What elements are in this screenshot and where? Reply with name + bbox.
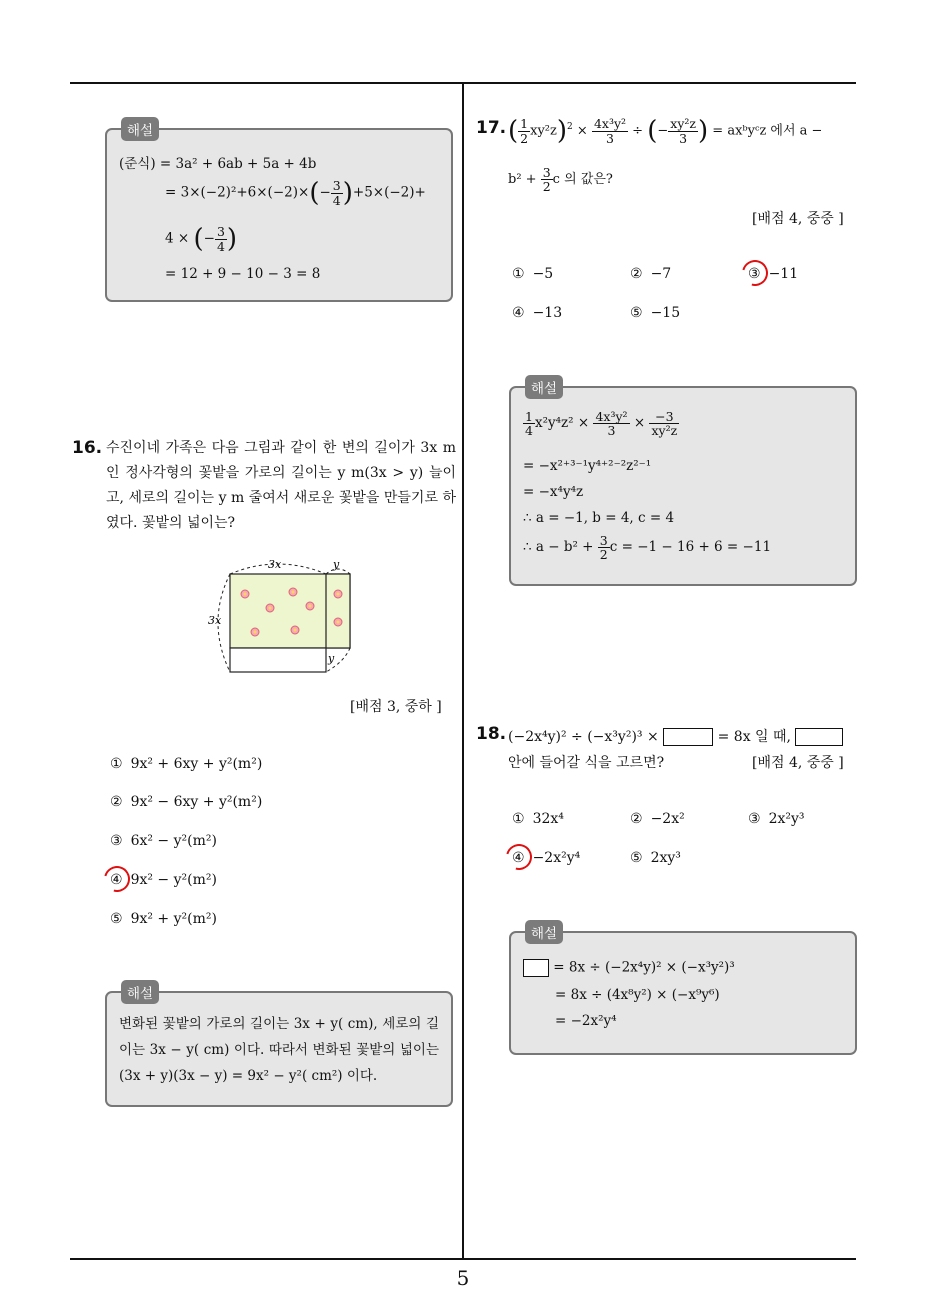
option-text: −11 bbox=[768, 266, 799, 282]
option-text: −7 bbox=[650, 266, 672, 282]
option-number: ③ bbox=[110, 833, 123, 849]
option-number: ② bbox=[630, 266, 643, 282]
answer-blank bbox=[795, 728, 843, 746]
denominator: 3 bbox=[679, 130, 688, 146]
numerator: 3 bbox=[599, 533, 608, 548]
option-text: −2x² bbox=[650, 811, 685, 827]
option-text: −2x²y⁴ bbox=[532, 850, 581, 866]
denominator: 4 bbox=[525, 423, 533, 439]
q18-line1-b: = 8x 일 때, bbox=[717, 729, 791, 745]
exponent: 2 bbox=[567, 122, 573, 133]
fraction bbox=[331, 179, 343, 206]
fraction bbox=[598, 534, 610, 561]
denominator: 2 bbox=[520, 130, 529, 146]
numerator: 3 bbox=[332, 178, 341, 194]
option-number: ③ bbox=[748, 266, 761, 282]
denominator: 2 bbox=[599, 547, 608, 563]
q18-solution-line1 bbox=[523, 959, 735, 977]
q18-line1-a: (−2x⁴y)² ÷ (−x³y²)³ × bbox=[508, 729, 659, 745]
option-text: 9x² − y²(m²) bbox=[130, 872, 217, 888]
solution-tag: 해설 bbox=[525, 375, 563, 399]
column-divider bbox=[462, 84, 464, 1259]
q17-solution-line5-a: ∴ a − b² + bbox=[523, 539, 594, 556]
q17-solution-line4: ∴ a = −1, b = 4, c = 4 bbox=[523, 510, 675, 526]
solution-tag: 해설 bbox=[121, 980, 159, 1004]
question-number: 18. bbox=[476, 724, 507, 744]
answer-blank bbox=[523, 959, 549, 977]
option-number: ⑤ bbox=[630, 305, 643, 321]
times-sign: × bbox=[633, 415, 646, 432]
numerator: 4x³y² bbox=[595, 409, 628, 424]
fraction bbox=[668, 117, 698, 144]
term: x²y⁴z² × bbox=[534, 415, 590, 432]
q15-solution-line3-a: 4 × bbox=[165, 230, 190, 247]
flowerbed-figure bbox=[198, 556, 368, 676]
minus-sign: − bbox=[319, 184, 331, 201]
denominator: 4 bbox=[332, 192, 341, 208]
option-text: 2x²y³ bbox=[768, 811, 805, 827]
q18-option-5[interactable] bbox=[630, 850, 681, 866]
q17-line2 bbox=[508, 166, 613, 193]
q18-option-1[interactable] bbox=[512, 811, 564, 827]
q15-solution-line2-b: +5×(−2)+ bbox=[352, 184, 426, 201]
q16-option-5[interactable] bbox=[110, 911, 217, 927]
option-number: ④ bbox=[512, 305, 525, 321]
fraction bbox=[593, 410, 629, 437]
option-number: ⑤ bbox=[630, 850, 643, 866]
fraction bbox=[649, 410, 679, 437]
numerator: −3 bbox=[649, 410, 679, 424]
option-number: ⑤ bbox=[110, 911, 123, 927]
option-number: ① bbox=[512, 811, 525, 827]
q17-points: [배점 4, 중중 ] bbox=[752, 211, 844, 227]
page-number: 5 bbox=[456, 1266, 470, 1290]
q17-solution-line5 bbox=[523, 534, 771, 561]
option-text: −13 bbox=[532, 305, 563, 321]
fraction bbox=[541, 166, 553, 193]
fraction bbox=[215, 225, 227, 252]
numerator: 1 bbox=[520, 116, 529, 132]
option-number: ② bbox=[630, 811, 643, 827]
q16-solution-box bbox=[105, 986, 453, 1107]
denominator: 4 bbox=[216, 238, 225, 254]
times-sign: × bbox=[576, 123, 588, 139]
q17-option-2[interactable] bbox=[630, 266, 671, 282]
option-number: ③ bbox=[748, 811, 761, 827]
q18-solution-line2: = 8x ÷ (4x⁸y²) × (−x⁹y⁶) bbox=[555, 987, 720, 1003]
q16-option-1[interactable] bbox=[110, 756, 262, 772]
question-number: 17. bbox=[476, 118, 507, 138]
option-number: ① bbox=[110, 756, 123, 772]
divide-sign: ÷ bbox=[632, 123, 644, 139]
q18-line1 bbox=[508, 726, 843, 746]
denominator: 3 bbox=[606, 130, 614, 146]
question-number: 16. bbox=[72, 438, 103, 458]
q17-solution-line2: = −x²⁺³⁻¹y⁴⁺²⁻²z²⁻¹ bbox=[523, 458, 652, 474]
option-text: 6x² − y²(m²) bbox=[130, 833, 217, 849]
q17-line2-b: c 의 값은? bbox=[552, 172, 613, 188]
q17-option-5[interactable] bbox=[630, 305, 680, 321]
option-number: ② bbox=[110, 794, 123, 810]
q17-solution-box bbox=[509, 381, 857, 586]
numerator: 3 bbox=[542, 165, 551, 180]
label-right-top: y bbox=[333, 558, 340, 571]
q17-line2-a: b² + bbox=[508, 172, 537, 188]
q17-line1: ( $\frac{1}{2}$ xy²z)$^2$ × $\frac{\text{4x³y²}}{3}$ ÷ (− $\frac{\text{xy²z}}{3}$ ) = axᵇyᶜz 에서 a − bbox=[508, 116, 823, 146]
fraction bbox=[523, 410, 535, 437]
denominator: xy²z bbox=[651, 423, 678, 439]
option-text: 9x² − 6xy + y²(m²) bbox=[130, 794, 263, 810]
option-text: 32x⁴ bbox=[532, 811, 564, 827]
option-text: 2xy³ bbox=[650, 850, 681, 866]
minus-sign: − bbox=[657, 123, 669, 139]
q16-solution-text: 변화된 꽃밭의 가로의 길이는 3x + y( cm), 세로의 길이는 3x − y( cm) 이다. 따라서 변화된 꽃밭의 넓이는 (3x + y)(3x − y) = 9x² − y²( cm²) 이다. bbox=[119, 1016, 439, 1084]
q17-solution-line1 bbox=[523, 410, 679, 437]
option-number: ① bbox=[512, 266, 525, 282]
fraction bbox=[592, 117, 628, 144]
denominator: 2 bbox=[542, 179, 551, 195]
answer-mark-circle bbox=[737, 255, 773, 291]
solution-tag: 해설 bbox=[525, 920, 563, 944]
numerator: xy²z bbox=[670, 116, 696, 132]
term: xy²z bbox=[530, 123, 557, 139]
option-number: ④ bbox=[110, 872, 123, 888]
q17-option-4[interactable] bbox=[512, 305, 562, 321]
q16-text: 수진이네 가족은 다음 그림과 같이 한 변의 길이가 3x m 인 정사각형의 꽃밭을 가로의 길이는 y m(3x > y) 늘이고, 세로의 길이는 y m 줄여서 새로운 꽃밭을 만들기로 하였다. 꽃밭의 넓이는? bbox=[106, 440, 456, 531]
q15-solution-line4: = 12 + 9 − 10 − 3 = 8 bbox=[165, 266, 321, 282]
q18-solution-line3: = −2x²y⁴ bbox=[555, 1013, 617, 1029]
q15-solution-line2-a: = 3×(−2)²+6×(−2)× bbox=[165, 184, 310, 201]
numerator: 1 bbox=[525, 409, 533, 424]
q18-points: [배점 4, 중중 ] bbox=[752, 755, 844, 771]
minus-sign: − bbox=[203, 230, 215, 247]
answer-mark-circle bbox=[501, 839, 537, 875]
answer-blank bbox=[663, 728, 713, 746]
q18-option-2[interactable] bbox=[630, 811, 685, 827]
q17-solution-line5-b: c = −1 − 16 + 6 = −11 bbox=[609, 539, 772, 556]
q17-option-1[interactable] bbox=[512, 266, 553, 282]
q16-points: [배점 3, 중하 ] bbox=[350, 699, 442, 715]
q18-solution-box bbox=[509, 926, 857, 1055]
numerator: 4x³y² bbox=[593, 116, 627, 132]
q18-option-3[interactable] bbox=[748, 811, 805, 827]
label-left: 3x bbox=[208, 614, 222, 627]
label-top: 3x bbox=[268, 558, 282, 571]
fraction bbox=[518, 117, 530, 144]
option-text: −5 bbox=[532, 266, 554, 282]
q17-solution-line3: = −x⁴y⁴z bbox=[523, 484, 584, 500]
answer-mark-circle bbox=[99, 861, 135, 897]
numerator: 3 bbox=[216, 224, 225, 240]
q16-option-2[interactable] bbox=[110, 794, 262, 810]
denominator: 3 bbox=[607, 423, 616, 439]
q15-solution-line2: = 3×(−2)²+6×(−2)×(− $\frac{3}{4}$ )+5×(−2)+ bbox=[165, 178, 426, 208]
label-right-bottom: y bbox=[328, 652, 335, 665]
q18-solution-line1-text: = 8x ÷ (−2x⁴y)² × (−x³y²)³ bbox=[553, 959, 735, 976]
q15-solution-box bbox=[105, 123, 453, 302]
option-text: 9x² + y²(m²) bbox=[130, 911, 217, 927]
option-text: 9x² + 6xy + y²(m²) bbox=[130, 756, 263, 772]
option-text: −15 bbox=[650, 305, 681, 321]
q16-option-3[interactable] bbox=[110, 833, 217, 849]
option-number: ④ bbox=[512, 850, 525, 866]
q15-solution-line1: (준식) = 3a² + 6ab + 5a + 4b bbox=[119, 156, 317, 172]
q15-solution-line3: 4 × (− $\frac{3}{4}$ ) bbox=[165, 224, 238, 254]
q17-line1-tail: = axᵇyᶜz 에서 a − bbox=[712, 123, 823, 139]
solution-tag: 해설 bbox=[121, 117, 159, 141]
q18-line2: 안에 들어갈 식을 고르면? bbox=[508, 755, 665, 771]
